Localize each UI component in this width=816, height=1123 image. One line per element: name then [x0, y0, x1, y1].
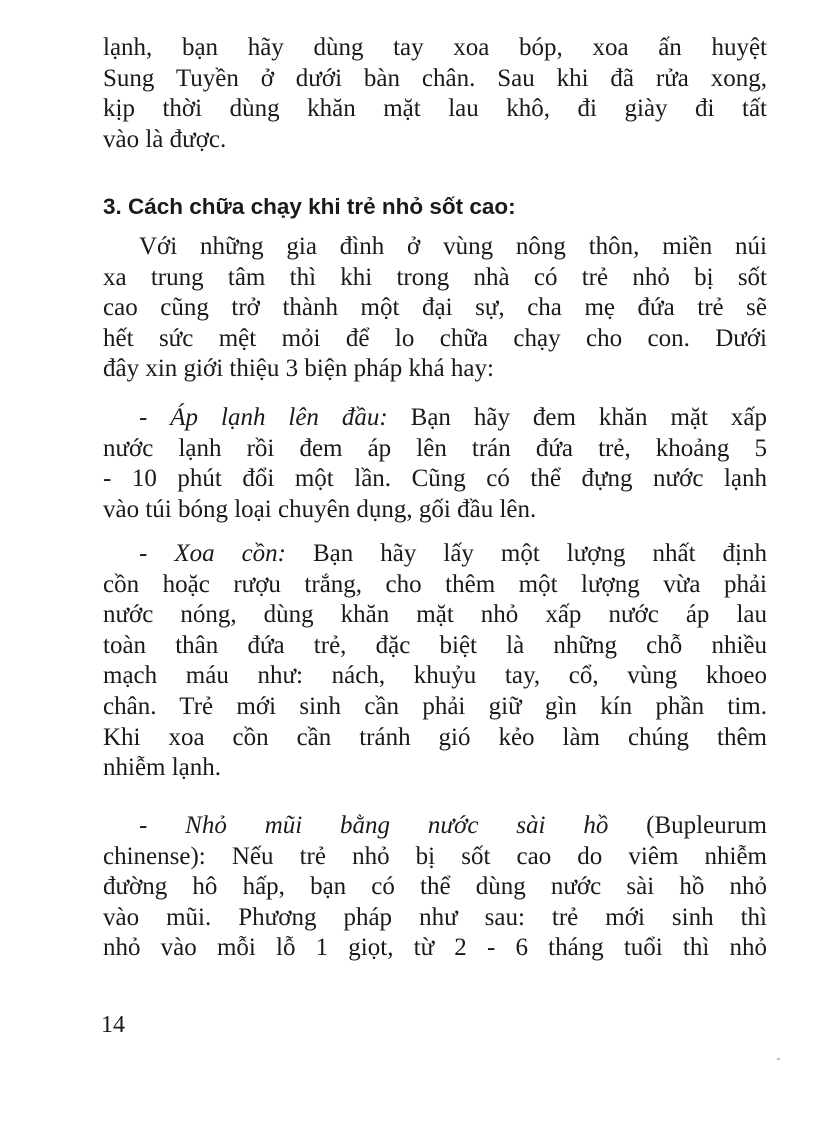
- text-run: Bạn hãy đem khăn mặt xấp: [387, 404, 767, 431]
- text-line: đây xin giới thiệu 3 biện pháp khá hay:: [103, 355, 494, 383]
- text-line: kịp thời dùng khăn mặt lau khô, đi giày đi tất: [103, 95, 767, 123]
- text-line: [103, 403, 767, 434]
- text-line: nước nóng, dùng khăn mặt nhỏ xấp nước áp lau: [103, 601, 767, 629]
- text-line: vào là được.: [103, 125, 227, 153]
- text-line: Khi xoa cồn cần tránh gió kẻo làm chúng thêm: [103, 723, 767, 751]
- text-line: Sung Tuyền ở dưới bàn chân. Sau khi đã rửa xong,: [103, 64, 767, 92]
- text-line: vào túi bóng loại chuyên dụng, gối đầu lên.: [103, 495, 537, 523]
- text-line: chinense): Nếu trẻ nhỏ bị sốt cao do viêm nhiễm: [103, 842, 767, 870]
- method-term: - Nhỏ mũi bằng nước sài hồ: [139, 812, 609, 839]
- text-line: chân. Trẻ mới sinh cần phải giữ gìn kín phần tim.: [103, 692, 767, 720]
- page-number: 14: [101, 1012, 125, 1038]
- text-line: xa trung tâm thì khi trong nhà có trẻ nhỏ bị sốt: [103, 263, 767, 291]
- paragraph-cold-compress: [103, 403, 767, 525]
- text-line: lạnh, bạn hãy dùng tay xoa bóp, xoa ấn huyệt: [103, 34, 767, 61]
- text-line: toàn thân đứa trẻ, đặc biệt là những chỗ nhiều: [103, 631, 767, 659]
- text-line: mạch máu như: nách, khuỷu tay, cổ, vùng khoeo: [103, 662, 767, 690]
- paragraph-alcohol-rub: [103, 539, 767, 784]
- text-line: nhỏ vào mỗi lỗ 1 giọt, từ 2 - 6 tháng tuổi thì nhỏ: [103, 934, 767, 962]
- method-term: - Xoa cồn:: [139, 540, 287, 567]
- paragraph-2: [103, 232, 767, 385]
- method-term: - Áp lạnh lên đầu:: [139, 404, 388, 431]
- text-line: cao cũng trở thành một đại sự, cha mẹ đứa trẻ sẽ: [103, 294, 767, 322]
- text-line: hết sức mệt mỏi để lo chữa chạy cho con. Dưới: [103, 324, 767, 352]
- text-line: cồn hoặc rượu trắng, cho thêm một lượng vừa phải: [103, 570, 767, 598]
- text-line: - 10 phút đổi một lần. Cũng có thể đựng nước lạnh: [103, 465, 767, 493]
- scan-speck: [777, 1058, 780, 1060]
- text-run: (Bupleurum: [608, 812, 767, 839]
- text-line: vào mũi. Phương pháp như sau: trẻ mới sinh thì: [103, 903, 767, 931]
- text-line: nhiễm lạnh.: [103, 754, 222, 782]
- text-line: nước lạnh rồi đem áp lên trán đứa trẻ, khoảng 5: [103, 434, 767, 462]
- text-line: [103, 539, 767, 570]
- text-line: đường hô hấp, bạn có thể dùng nước sài hồ nhỏ: [103, 873, 767, 901]
- text-line: Với những gia đình ở vùng nông thôn, miền núi: [139, 233, 767, 260]
- text-run: Bạn hãy lấy một lượng nhất định: [286, 540, 767, 567]
- section-heading: 3. Cách chữa chạy khi trẻ nhỏ sốt cao:: [103, 194, 516, 219]
- paragraph-1: [103, 33, 767, 155]
- text-line: [103, 811, 767, 842]
- paragraph-nose-drops: [103, 811, 767, 964]
